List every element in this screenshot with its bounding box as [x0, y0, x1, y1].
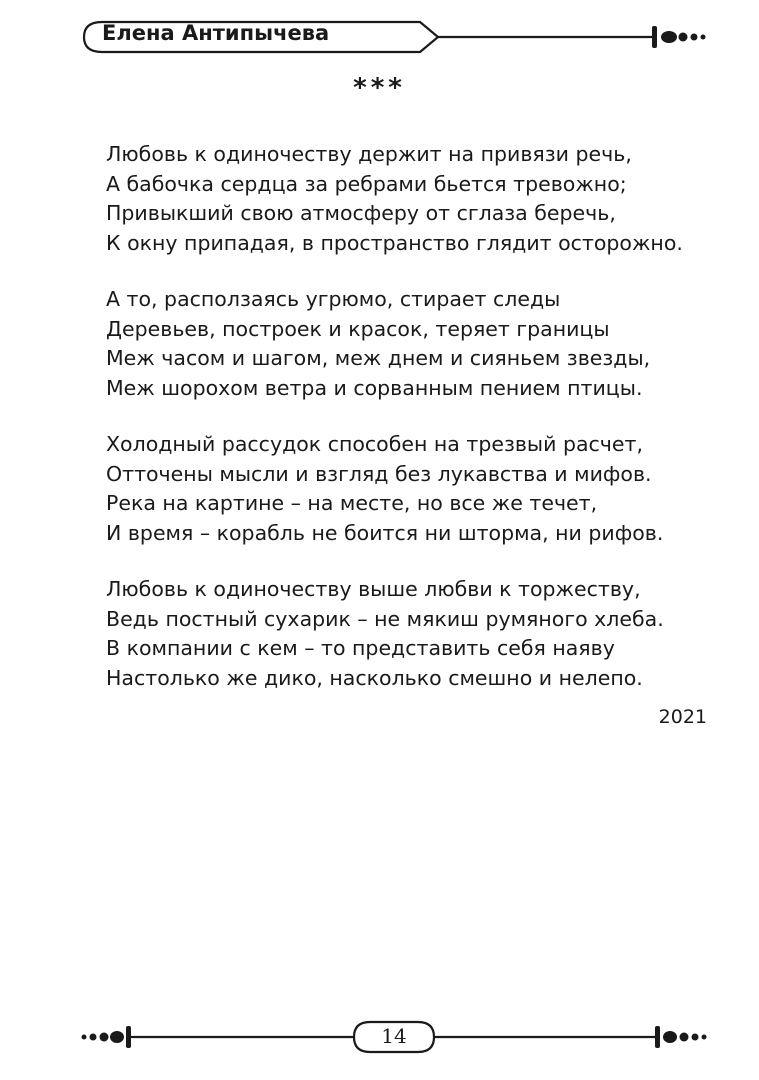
stanza-2 — [106, 285, 716, 403]
footer-dot-large-left — [110, 1031, 124, 1043]
page-number: 14 — [381, 1024, 407, 1048]
footer-dot-medium-right — [680, 1033, 689, 1042]
header-bar-ornament — [652, 26, 657, 48]
footer-bar-left — [126, 1026, 131, 1048]
poem-line: Холодный рассудок способен на трезвый расчет, — [106, 432, 643, 456]
poem-line: Меж шорохом ветра и сорванным пением птицы. — [106, 375, 643, 400]
poem-line: Река на картине – на месте, но все же течет, — [106, 491, 598, 515]
poem-separator: *** — [353, 73, 406, 103]
poem-line: В компании с кем – то представить себя наяву — [106, 636, 615, 660]
poem-line: Любовь к одиночеству выше любви к торжеству, — [106, 577, 641, 601]
footer-dot-small-right — [692, 1034, 699, 1041]
poem-line: Настолько же дико, насколько смешно и нелепо. — [106, 665, 643, 690]
stanza-1 — [106, 140, 716, 258]
poem-line: И время – корабль не боится ни шторма, ни рифов. — [106, 520, 664, 545]
header-dot-large — [661, 31, 677, 43]
poem-line: Ведь постный сухарик – не мякиш румяного хлеба. — [106, 606, 664, 631]
poem-line: Отточены мысли и взгляд без лукавства и мифов. — [106, 461, 652, 486]
poem-line: Деревьев, построек и красок, теряет границы — [106, 316, 610, 341]
poem-line: А то, расползаясь угрюмо, стирает следы — [106, 287, 561, 311]
stanza-4 — [106, 575, 716, 693]
author-name: Елена Антипычева — [102, 21, 330, 45]
footer-dot-medium-left — [100, 1033, 109, 1042]
header-dot-tiny — [701, 35, 706, 40]
poem-line: Привыкший свою атмосферу от сглаза беречь, — [106, 201, 616, 225]
footer-dot-large-right — [663, 1031, 677, 1043]
poem-line: А бабочка сердца за ребрами бьется тревожно; — [106, 171, 627, 196]
footer-bar-right — [655, 1026, 660, 1048]
stanza-3 — [106, 430, 716, 548]
footer-dot-small-left — [90, 1034, 97, 1041]
footer-dot-tiny-left — [82, 1035, 87, 1040]
footer-dot-tiny-right — [702, 1035, 707, 1040]
poem-body — [106, 140, 716, 720]
header-dot-small — [691, 34, 698, 41]
poem-line: Меж часом и шагом, меж днем и сияньем звезды, — [106, 346, 651, 370]
poem-line: К окну припадая, в пространство глядит осторожно. — [106, 230, 683, 255]
header-dot-medium — [679, 33, 688, 42]
poem-line: Любовь к одиночеству держит на привязи речь, — [106, 142, 632, 166]
poem-year: 2021 — [658, 706, 707, 728]
